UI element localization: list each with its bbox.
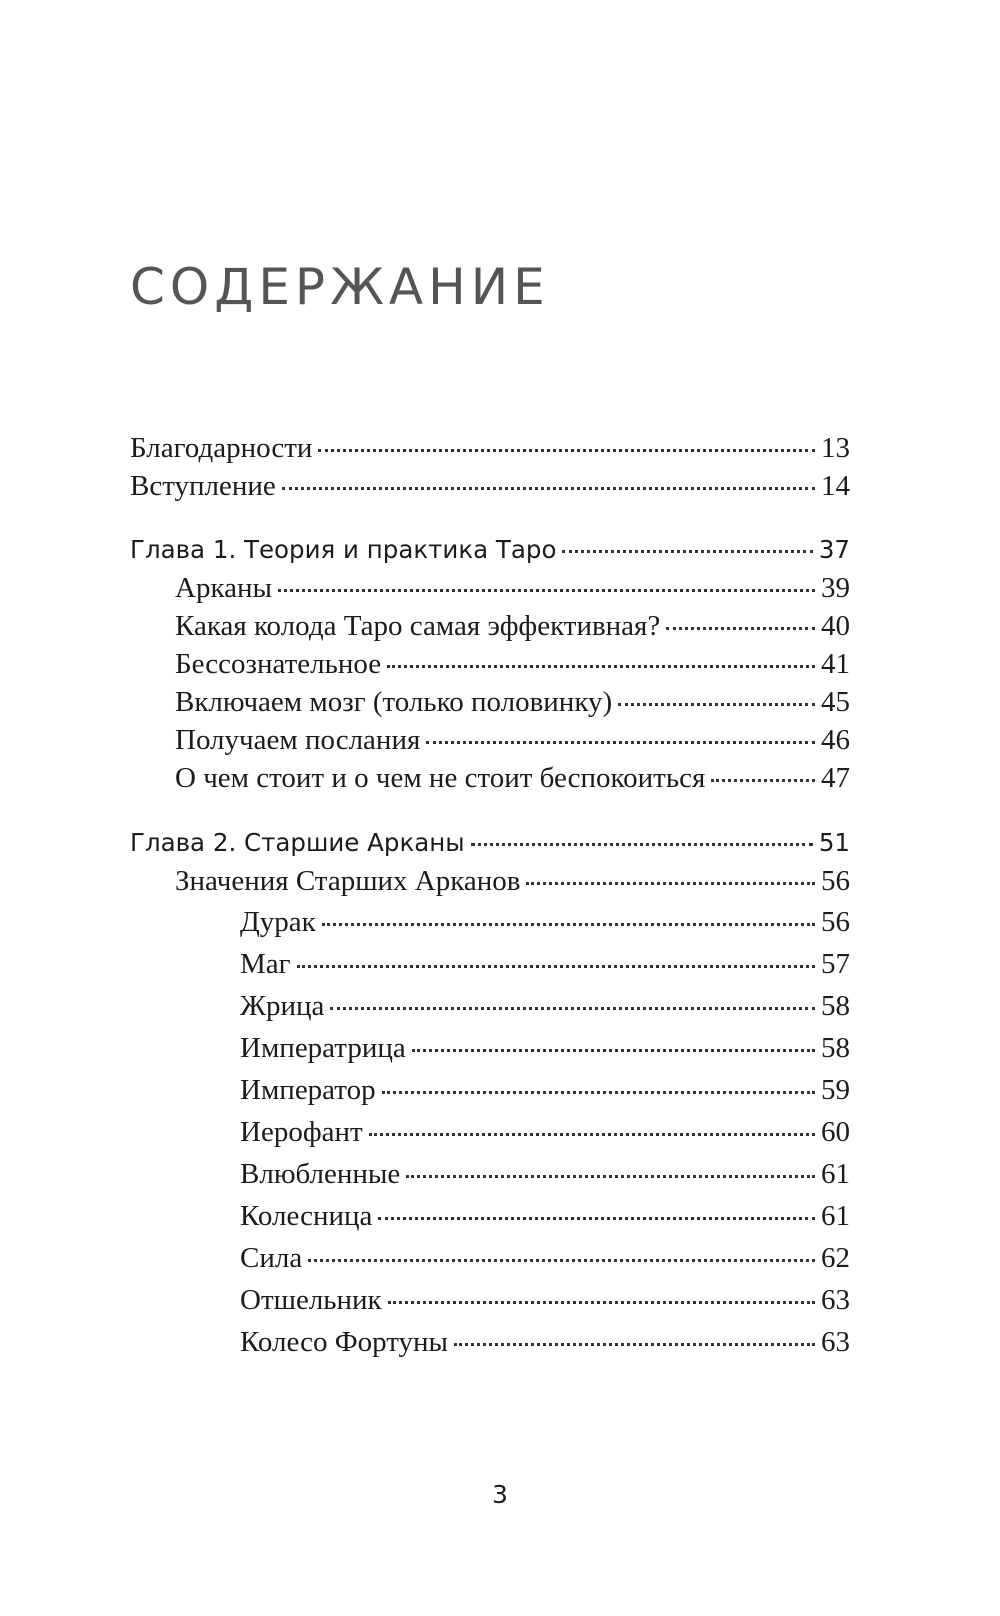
toc-entry-brain[interactable] [175, 684, 850, 720]
toc-entry-page: 40 [821, 610, 850, 642]
toc-entry-worries[interactable] [175, 760, 850, 796]
toc-entry-page: 62 [821, 1242, 850, 1274]
toc-entry-page: 13 [821, 432, 850, 464]
toc-entry-label: Получаем послания [175, 724, 421, 756]
dot-leader [378, 1217, 815, 1220]
toc-entry-label: Жрица [240, 990, 325, 1022]
toc-entry-label: Иерофант [240, 1116, 363, 1148]
toc-entry-page: 63 [821, 1284, 850, 1316]
toc-chapter-1[interactable] [130, 532, 850, 568]
toc-entry-label: Глава 1. Теория и практика Таро [130, 535, 557, 564]
dot-leader [278, 589, 815, 592]
toc-entry-page: 59 [821, 1074, 850, 1106]
toc-entry-label: Влюбленные [240, 1158, 401, 1190]
dot-leader [618, 703, 815, 706]
toc-chapter-2[interactable] [130, 825, 850, 861]
toc-entry-label: Арканы [175, 572, 272, 604]
dot-leader [318, 449, 815, 452]
dot-leader [426, 741, 815, 744]
toc-entry-empress[interactable] [240, 1030, 850, 1066]
toc-entry-page: 56 [821, 906, 850, 938]
dot-leader [282, 487, 815, 490]
toc-entry-page: 46 [821, 724, 850, 756]
toc-entry-page: 61 [821, 1158, 850, 1190]
toc-entry-page: 14 [821, 470, 850, 502]
toc-entry-page: 58 [821, 1032, 850, 1064]
dot-leader [454, 1343, 815, 1346]
toc-entry-priestess[interactable] [240, 988, 850, 1024]
toc-entry-page: 60 [821, 1116, 850, 1148]
toc-entry-page: 57 [821, 948, 850, 980]
page-number: 3 [492, 1480, 508, 1509]
dot-leader [308, 1259, 815, 1262]
toc-entry-label: Какая колода Таро самая эффективная? [175, 610, 661, 642]
toc-entry-label: Император [240, 1074, 376, 1106]
dot-leader [330, 1007, 815, 1010]
toc-entry-label: Отшельник [240, 1284, 382, 1316]
toc-entry-page: 51 [818, 828, 850, 857]
toc-entry-arcana[interactable] [175, 570, 850, 606]
toc-entry-fool[interactable] [240, 904, 850, 940]
toc-entry-label: Колесница [240, 1200, 373, 1232]
toc-entry-page: 41 [821, 648, 850, 680]
toc-entry-page: 37 [818, 535, 850, 564]
toc-entry-label: Императрица [240, 1032, 406, 1064]
toc-entry-strength[interactable] [240, 1240, 850, 1276]
toc-entry-label: О чем стоит и о чем не стоит беспокоиться [175, 762, 706, 794]
toc-entry-emperor[interactable] [240, 1072, 850, 1108]
toc-entry-label: Благодарности [130, 432, 313, 464]
toc-entry-page: 58 [821, 990, 850, 1022]
toc-entry-magician[interactable] [240, 946, 850, 982]
dot-leader [666, 627, 815, 630]
toc-entry-lovers[interactable] [240, 1156, 850, 1192]
toc-entry-unconscious[interactable] [175, 646, 850, 682]
toc-entry-major-arcana-meanings[interactable] [175, 863, 850, 899]
toc-entry-page: 56 [821, 865, 850, 897]
toc-entry-hermit[interactable] [240, 1282, 850, 1318]
toc-entry-label: Вступление [130, 470, 276, 502]
dot-leader [297, 965, 815, 968]
toc-entry-page: 39 [821, 572, 850, 604]
dot-leader [406, 1175, 815, 1178]
toc-entry-hierophant[interactable] [240, 1114, 850, 1150]
toc-entry-page: 45 [821, 686, 850, 718]
toc-entry-page: 63 [821, 1326, 850, 1358]
toc-entry-label: Бессознательное [175, 648, 382, 680]
toc-entry-label: Включаем мозг (только половинку) [175, 686, 613, 718]
toc-entry-page: 47 [821, 762, 850, 794]
toc-entry-label: Сила [240, 1242, 303, 1274]
dot-leader [526, 882, 815, 885]
toc-entry-label: Глава 2. Старшие Арканы [130, 828, 465, 857]
dot-leader [711, 779, 815, 782]
toc-entry-messages[interactable] [175, 722, 850, 758]
dot-leader [387, 665, 815, 668]
toc-entry-best-deck[interactable] [175, 608, 850, 644]
toc-entry-wheel-of-fortune[interactable] [240, 1324, 850, 1360]
toc-entry-page: 61 [821, 1200, 850, 1232]
dot-leader [369, 1133, 815, 1136]
dot-leader [471, 843, 813, 846]
toc-entry-acknowledgements[interactable] [130, 430, 850, 466]
toc-entry-label: Маг [240, 948, 291, 980]
dot-leader [412, 1049, 815, 1052]
page-title: СОДЕРЖАНИЕ [130, 258, 550, 316]
dot-leader [388, 1301, 815, 1304]
toc-entry-label: Дурак [240, 906, 316, 938]
dot-leader [382, 1091, 815, 1094]
toc-entry-label: Значения Старших Арканов [175, 865, 521, 897]
toc-entry-introduction[interactable] [130, 468, 850, 504]
toc-entry-label: Колесо Фортуны [240, 1326, 449, 1358]
dot-leader [562, 550, 812, 553]
dot-leader [322, 923, 815, 926]
toc-entry-chariot[interactable] [240, 1198, 850, 1234]
